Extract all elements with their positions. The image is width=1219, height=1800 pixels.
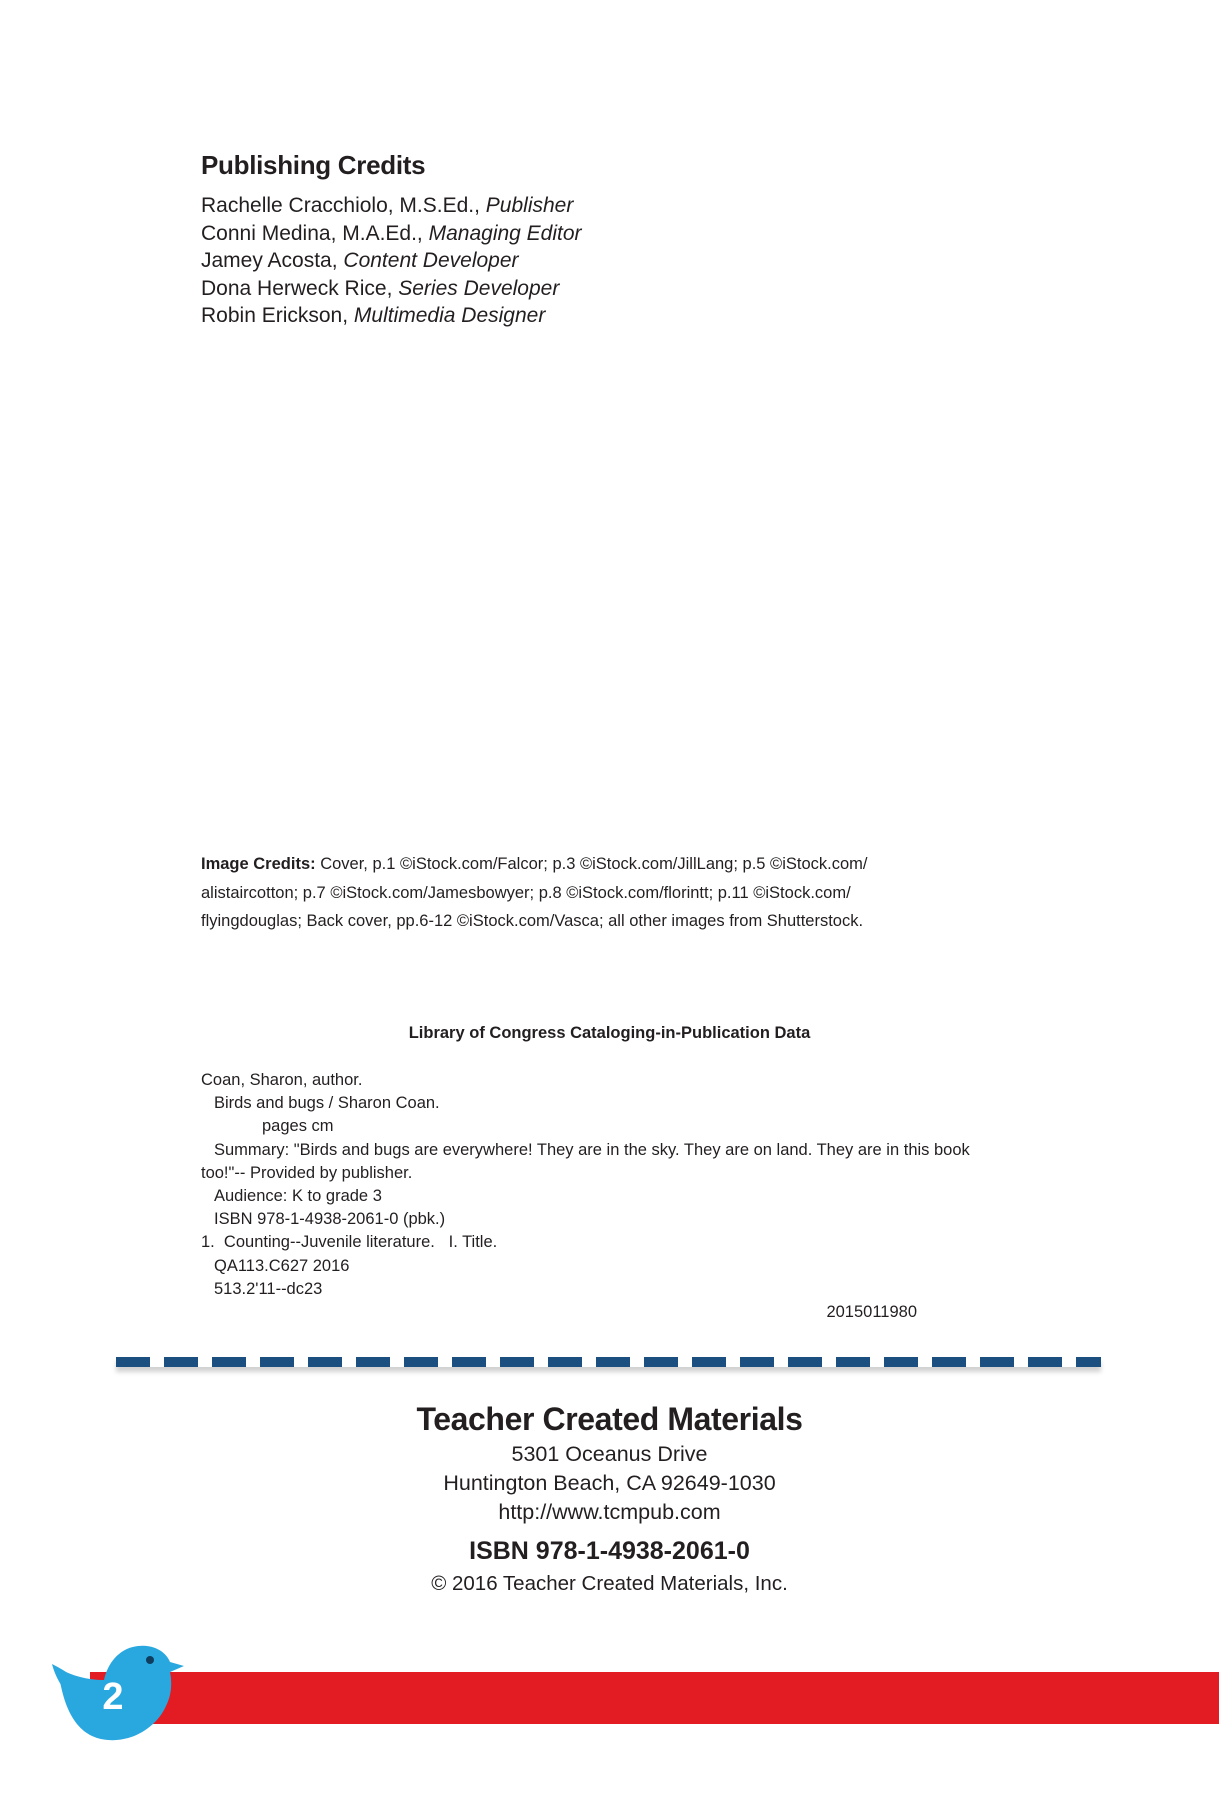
cip-isbn: ISBN 978-1-4938-2061-0 (pbk.) bbox=[214, 1210, 446, 1229]
credit-line: Rachelle Cracchiolo, M.S.Ed., Publisher bbox=[201, 194, 574, 217]
image-credits bbox=[201, 850, 941, 936]
cip-subjects: 1. Counting--Juvenile literature. I. Title. bbox=[201, 1233, 498, 1252]
image-credits-label: Image Credits: bbox=[201, 855, 316, 873]
cip-pages: pages cm bbox=[262, 1117, 334, 1136]
cip-dewey: 513.2'11--dc23 bbox=[214, 1279, 323, 1298]
copyright: © 2016 Teacher Created Materials, Inc. bbox=[431, 1572, 788, 1595]
cip-summary: Summary: "Birds and bugs are everywhere! They are in the sky. They are on land. They are in this book too!"-- Provided by publisher. bbox=[201, 1140, 970, 1182]
publishing-credits-title: Publishing Credits bbox=[201, 150, 426, 180]
publishing-credits-list bbox=[201, 192, 582, 330]
footer-red-band bbox=[90, 1672, 1219, 1724]
publisher-url[interactable]: http://www.tcmpub.com bbox=[498, 1500, 721, 1524]
dashed-divider bbox=[116, 1357, 1101, 1367]
cip-heading: Library of Congress Cataloging-in-Publication Data bbox=[408, 1024, 811, 1042]
cip-audience: Audience: K to grade 3 bbox=[214, 1187, 382, 1206]
publisher-block bbox=[0, 1398, 1219, 1597]
cip-call-number: QA113.C627 2016 bbox=[214, 1256, 350, 1275]
cip-author: Coan, Sharon, author. bbox=[201, 1071, 363, 1089]
credit-line: Conni Medina, M.A.Ed., Managing Editor bbox=[201, 221, 582, 245]
credit-line: Jamey Acosta, Content Developer bbox=[201, 249, 519, 272]
credit-line: Dona Herweck Rice, Series Developer bbox=[201, 276, 560, 300]
cip-title: Birds and bugs / Sharon Coan. bbox=[214, 1094, 440, 1113]
publisher-name: Teacher Created Materials bbox=[416, 1401, 803, 1437]
credit-line: Robin Erickson, Multimedia Designer bbox=[201, 304, 546, 327]
isbn: ISBN 978-1-4938-2061-0 bbox=[469, 1537, 750, 1565]
image-credits-text: Cover, p.1 ©iStock.com/Falcor; p.3 ©iStock.com/JillLang; p.5 ©iStock.com/ alistaircotton; p.7 ©iStock.com/Jamesbowyer; p.8 ©iStock.com/florintt; p.11 ©iStock.com/ flyingdouglas; Back cover, pp.6-12 ©iStock.com/Vasca; all other images from Shutterstock. bbox=[201, 855, 868, 930]
cip-lccn: 2015011980 bbox=[826, 1303, 917, 1322]
page-number: 2 bbox=[102, 1676, 124, 1718]
publisher-address-line2: Huntington Beach, CA 92649-1030 bbox=[443, 1471, 776, 1495]
cip-record bbox=[201, 1069, 991, 1324]
publisher-address-line1: 5301 Oceanus Drive bbox=[511, 1442, 708, 1466]
